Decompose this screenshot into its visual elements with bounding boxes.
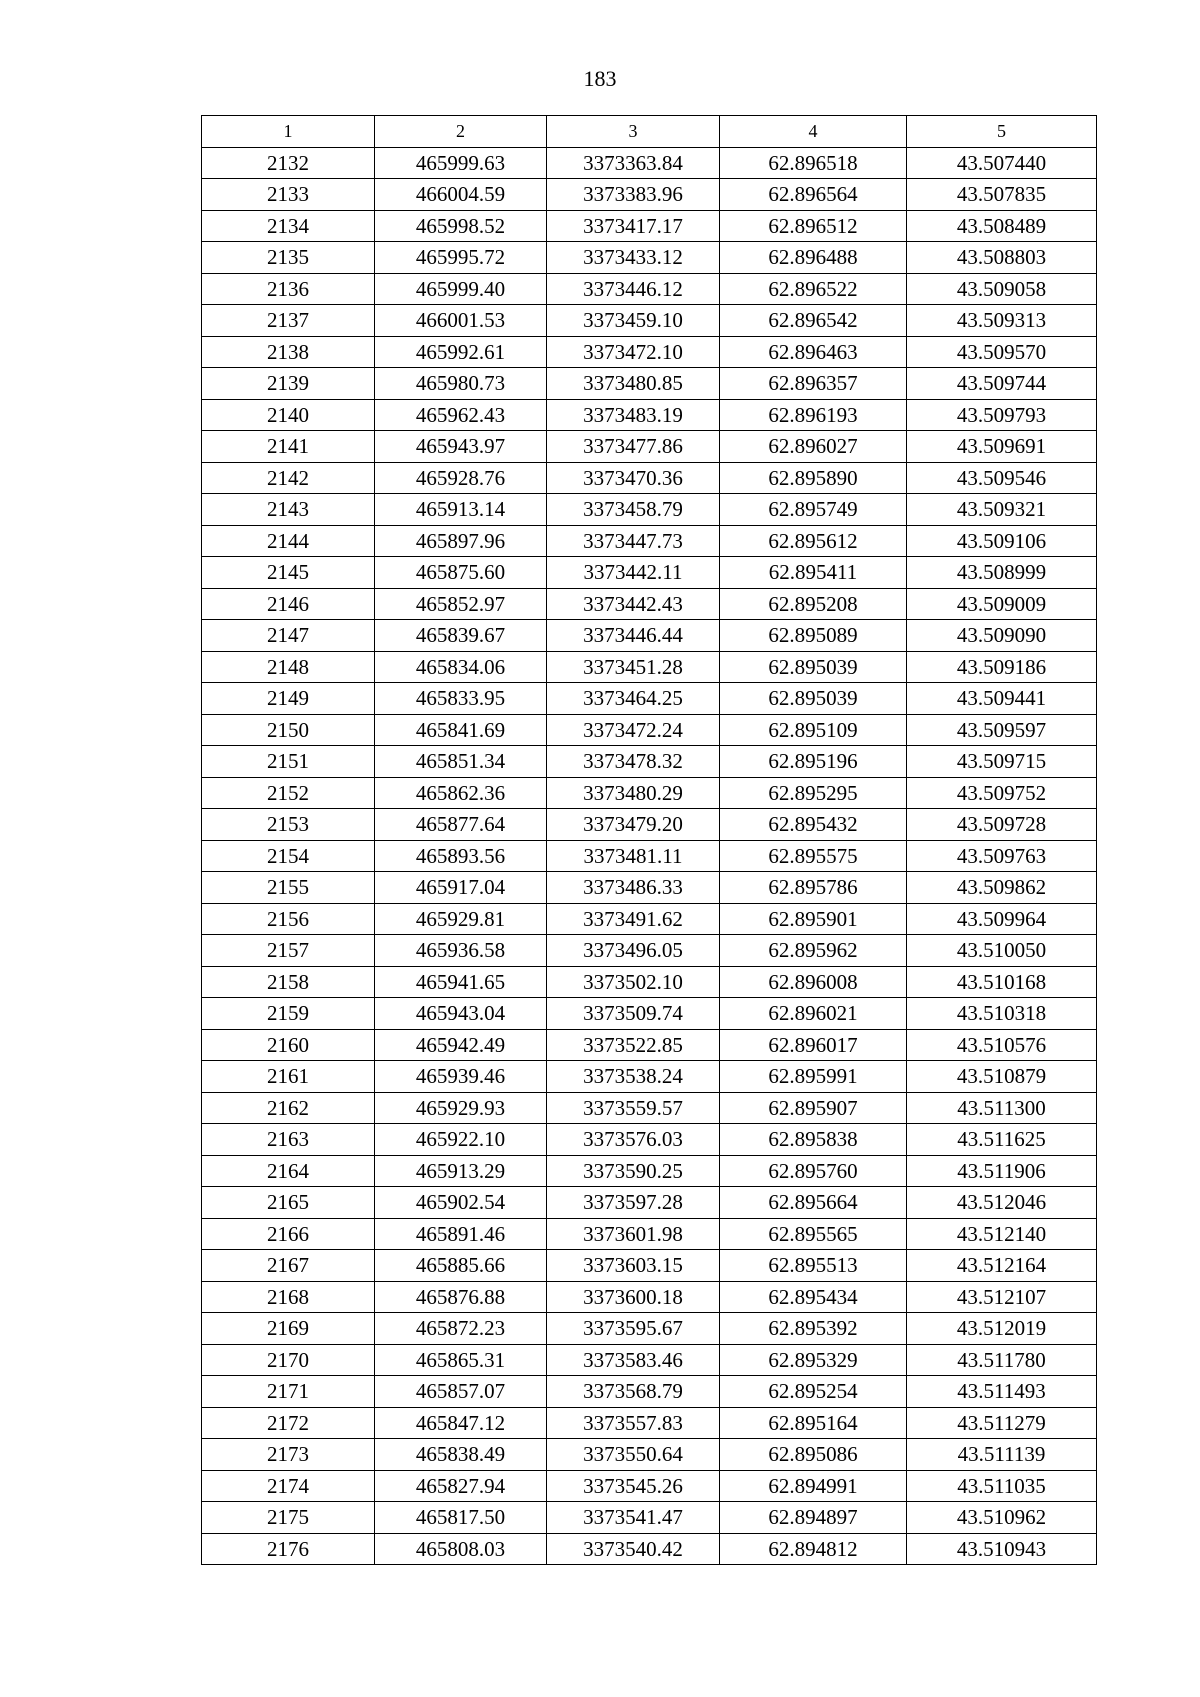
table-cell: 3373480.29 — [547, 777, 720, 809]
table-cell: 62.895991 — [720, 1061, 907, 1093]
table-cell: 2151 — [202, 746, 375, 778]
table-cell: 3373383.96 — [547, 179, 720, 211]
table-cell: 3373538.24 — [547, 1061, 720, 1093]
column-header: 5 — [907, 116, 1097, 148]
table-cell: 62.895208 — [720, 588, 907, 620]
table-cell: 2166 — [202, 1218, 375, 1250]
table-cell: 43.509715 — [907, 746, 1097, 778]
table-cell: 43.512164 — [907, 1250, 1097, 1282]
table-cell: 2159 — [202, 998, 375, 1030]
table-cell: 62.895575 — [720, 840, 907, 872]
table-cell: 465902.54 — [375, 1187, 547, 1219]
table-row — [202, 588, 1097, 620]
table-cell: 62.895089 — [720, 620, 907, 652]
table-cell: 62.895039 — [720, 683, 907, 715]
table-cell: 43.509058 — [907, 273, 1097, 305]
table-cell: 2152 — [202, 777, 375, 809]
table-cell: 3373603.15 — [547, 1250, 720, 1282]
table-cell: 2158 — [202, 966, 375, 998]
table-cell: 465851.34 — [375, 746, 547, 778]
table-cell: 2142 — [202, 462, 375, 494]
table-cell: 43.508803 — [907, 242, 1097, 274]
table-row — [202, 273, 1097, 305]
table-cell: 43.509752 — [907, 777, 1097, 809]
table-cell: 465936.58 — [375, 935, 547, 967]
table-cell: 465962.43 — [375, 399, 547, 431]
table-cell: 62.896027 — [720, 431, 907, 463]
table-cell: 62.895196 — [720, 746, 907, 778]
coordinates-table — [201, 115, 1097, 1565]
table-cell: 3373509.74 — [547, 998, 720, 1030]
table-cell: 465865.31 — [375, 1344, 547, 1376]
table-row — [202, 494, 1097, 526]
table-cell: 465897.96 — [375, 525, 547, 557]
table-cell: 3373496.05 — [547, 935, 720, 967]
table-row — [202, 1376, 1097, 1408]
table-cell: 43.510879 — [907, 1061, 1097, 1093]
table-cell: 62.896512 — [720, 210, 907, 242]
table-cell: 43.511139 — [907, 1439, 1097, 1471]
table-cell: 3373590.25 — [547, 1155, 720, 1187]
table-cell: 3373597.28 — [547, 1187, 720, 1219]
table-cell: 62.895901 — [720, 903, 907, 935]
table-row — [202, 1407, 1097, 1439]
table-cell: 3373363.84 — [547, 147, 720, 179]
table-cell: 62.895086 — [720, 1439, 907, 1471]
table-cell: 62.896021 — [720, 998, 907, 1030]
table-row — [202, 336, 1097, 368]
table-cell: 43.510318 — [907, 998, 1097, 1030]
table-cell: 3373480.85 — [547, 368, 720, 400]
table-cell: 43.509570 — [907, 336, 1097, 368]
table-cell: 43.509321 — [907, 494, 1097, 526]
table-cell: 62.895432 — [720, 809, 907, 841]
table-cell: 62.895890 — [720, 462, 907, 494]
table-row — [202, 998, 1097, 1030]
table-row — [202, 840, 1097, 872]
table-cell: 2135 — [202, 242, 375, 274]
table-cell: 43.512019 — [907, 1313, 1097, 1345]
table-cell: 3373446.12 — [547, 273, 720, 305]
table-cell: 43.509313 — [907, 305, 1097, 337]
table-cell: 62.895907 — [720, 1092, 907, 1124]
table-cell: 43.511279 — [907, 1407, 1097, 1439]
table-cell: 2148 — [202, 651, 375, 683]
table-row — [202, 1470, 1097, 1502]
table-cell: 62.895164 — [720, 1407, 907, 1439]
table-cell: 3373478.32 — [547, 746, 720, 778]
table-cell: 2161 — [202, 1061, 375, 1093]
table-cell: 465891.46 — [375, 1218, 547, 1250]
table-row — [202, 746, 1097, 778]
table-cell: 466001.53 — [375, 305, 547, 337]
table-cell: 43.509106 — [907, 525, 1097, 557]
table-cell: 2174 — [202, 1470, 375, 1502]
table-cell: 43.509186 — [907, 651, 1097, 683]
table-cell: 2167 — [202, 1250, 375, 1282]
table-cell: 3373481.11 — [547, 840, 720, 872]
table-cell: 465834.06 — [375, 651, 547, 683]
table-cell: 2168 — [202, 1281, 375, 1313]
table-cell: 3373464.25 — [547, 683, 720, 715]
table-cell: 43.509546 — [907, 462, 1097, 494]
table-cell: 62.894897 — [720, 1502, 907, 1534]
table-cell: 465893.56 — [375, 840, 547, 872]
table-cell: 465929.93 — [375, 1092, 547, 1124]
table-cell: 3373447.73 — [547, 525, 720, 557]
table-cell: 465943.04 — [375, 998, 547, 1030]
table-row — [202, 1313, 1097, 1345]
table-row — [202, 777, 1097, 809]
table-cell: 465922.10 — [375, 1124, 547, 1156]
table-cell: 2155 — [202, 872, 375, 904]
table-row — [202, 651, 1097, 683]
table-cell: 2137 — [202, 305, 375, 337]
table-row — [202, 557, 1097, 589]
table-cell: 62.895329 — [720, 1344, 907, 1376]
table-cell: 3373458.79 — [547, 494, 720, 526]
table-row — [202, 1533, 1097, 1565]
table-cell: 43.509090 — [907, 620, 1097, 652]
table-cell: 465941.65 — [375, 966, 547, 998]
table-row — [202, 714, 1097, 746]
table-cell: 62.895838 — [720, 1124, 907, 1156]
table-cell: 2157 — [202, 935, 375, 967]
table-row — [202, 210, 1097, 242]
table-cell: 465876.88 — [375, 1281, 547, 1313]
table-cell: 3373550.64 — [547, 1439, 720, 1471]
table-cell: 43.509597 — [907, 714, 1097, 746]
table-cell: 62.895295 — [720, 777, 907, 809]
table-cell: 3373545.26 — [547, 1470, 720, 1502]
table-row — [202, 1092, 1097, 1124]
table-cell: 3373433.12 — [547, 242, 720, 274]
table-cell: 62.895786 — [720, 872, 907, 904]
table-cell: 465827.94 — [375, 1470, 547, 1502]
table-cell: 2133 — [202, 179, 375, 211]
table-cell: 2169 — [202, 1313, 375, 1345]
table-cell: 43.509009 — [907, 588, 1097, 620]
table-cell: 62.896008 — [720, 966, 907, 998]
table-cell: 2138 — [202, 336, 375, 368]
table-cell: 3373568.79 — [547, 1376, 720, 1408]
table-cell: 2153 — [202, 809, 375, 841]
table-cell: 62.895039 — [720, 651, 907, 683]
table-cell: 3373502.10 — [547, 966, 720, 998]
table-cell: 465992.61 — [375, 336, 547, 368]
table-row — [202, 620, 1097, 652]
table-cell: 465939.46 — [375, 1061, 547, 1093]
table-cell: 3373472.24 — [547, 714, 720, 746]
table-row — [202, 431, 1097, 463]
table-row — [202, 1061, 1097, 1093]
table-cell: 62.896463 — [720, 336, 907, 368]
table-row — [202, 1155, 1097, 1187]
table-cell: 62.896488 — [720, 242, 907, 274]
table-cell: 2162 — [202, 1092, 375, 1124]
table-row — [202, 1124, 1097, 1156]
table-cell: 3373601.98 — [547, 1218, 720, 1250]
table-cell: 2145 — [202, 557, 375, 589]
table-cell: 43.509793 — [907, 399, 1097, 431]
table-cell: 465875.60 — [375, 557, 547, 589]
table-cell: 2165 — [202, 1187, 375, 1219]
table-cell: 3373522.85 — [547, 1029, 720, 1061]
table-cell: 2172 — [202, 1407, 375, 1439]
table-cell: 62.895749 — [720, 494, 907, 526]
column-header: 3 — [547, 116, 720, 148]
table-cell: 43.507440 — [907, 147, 1097, 179]
table-cell: 62.895109 — [720, 714, 907, 746]
table-cell: 465980.73 — [375, 368, 547, 400]
header-row — [202, 116, 1097, 148]
table-cell: 3373451.28 — [547, 651, 720, 683]
table-cell: 3373483.19 — [547, 399, 720, 431]
table-cell: 62.896542 — [720, 305, 907, 337]
table-row — [202, 903, 1097, 935]
table-cell: 43.510962 — [907, 1502, 1097, 1534]
table-cell: 43.510168 — [907, 966, 1097, 998]
table-cell: 62.896518 — [720, 147, 907, 179]
table-cell: 43.511035 — [907, 1470, 1097, 1502]
table-cell: 62.895962 — [720, 935, 907, 967]
table-cell: 62.896357 — [720, 368, 907, 400]
table-cell: 43.511625 — [907, 1124, 1097, 1156]
table-cell: 465839.67 — [375, 620, 547, 652]
table-cell: 3373557.83 — [547, 1407, 720, 1439]
table-cell: 2164 — [202, 1155, 375, 1187]
table-cell: 3373470.36 — [547, 462, 720, 494]
table-row — [202, 1344, 1097, 1376]
table-header — [202, 116, 1097, 148]
table-cell: 465877.64 — [375, 809, 547, 841]
table-cell: 465841.69 — [375, 714, 547, 746]
table-cell: 465998.52 — [375, 210, 547, 242]
table-cell: 62.895411 — [720, 557, 907, 589]
table-row — [202, 462, 1097, 494]
table-cell: 43.511780 — [907, 1344, 1097, 1376]
table-cell: 465808.03 — [375, 1533, 547, 1565]
table-cell: 62.895513 — [720, 1250, 907, 1282]
table-body — [202, 147, 1097, 1565]
table-cell: 3373477.86 — [547, 431, 720, 463]
table-cell: 43.509862 — [907, 872, 1097, 904]
table-cell: 2139 — [202, 368, 375, 400]
table-cell: 62.896564 — [720, 179, 907, 211]
table-cell: 62.896193 — [720, 399, 907, 431]
table-cell: 43.510576 — [907, 1029, 1097, 1061]
table-cell: 43.509763 — [907, 840, 1097, 872]
table-cell: 43.509744 — [907, 368, 1097, 400]
table-cell: 3373446.44 — [547, 620, 720, 652]
page-number: 183 — [583, 66, 617, 91]
table-cell: 62.895664 — [720, 1187, 907, 1219]
table-cell: 62.896522 — [720, 273, 907, 305]
table-cell: 43.510050 — [907, 935, 1097, 967]
table-cell: 2141 — [202, 431, 375, 463]
table-cell: 62.895565 — [720, 1218, 907, 1250]
table-row — [202, 305, 1097, 337]
table-cell: 3373442.43 — [547, 588, 720, 620]
table-row — [202, 1218, 1097, 1250]
table-cell: 465999.63 — [375, 147, 547, 179]
table-cell: 3373540.42 — [547, 1533, 720, 1565]
table-cell: 465862.36 — [375, 777, 547, 809]
table-cell: 465999.40 — [375, 273, 547, 305]
table-cell: 62.896017 — [720, 1029, 907, 1061]
table-cell: 62.894812 — [720, 1533, 907, 1565]
table-cell: 2156 — [202, 903, 375, 935]
table-cell: 465913.29 — [375, 1155, 547, 1187]
column-header: 2 — [375, 116, 547, 148]
table-cell: 3373459.10 — [547, 305, 720, 337]
table-cell: 43.509964 — [907, 903, 1097, 935]
table-cell: 2175 — [202, 1502, 375, 1534]
table-cell: 62.895760 — [720, 1155, 907, 1187]
table-cell: 2163 — [202, 1124, 375, 1156]
table-row — [202, 179, 1097, 211]
table-cell: 3373479.20 — [547, 809, 720, 841]
table-cell: 2144 — [202, 525, 375, 557]
table-cell: 465885.66 — [375, 1250, 547, 1282]
table-cell: 43.510943 — [907, 1533, 1097, 1565]
table-cell: 3373472.10 — [547, 336, 720, 368]
table-cell: 2146 — [202, 588, 375, 620]
table-cell: 3373541.47 — [547, 1502, 720, 1534]
table-row — [202, 1250, 1097, 1282]
table-cell: 43.511906 — [907, 1155, 1097, 1187]
table-row — [202, 1502, 1097, 1534]
table-cell: 465817.50 — [375, 1502, 547, 1534]
table-row — [202, 399, 1097, 431]
table-cell: 3373559.57 — [547, 1092, 720, 1124]
table-cell: 465857.07 — [375, 1376, 547, 1408]
table-cell: 43.507835 — [907, 179, 1097, 211]
table-cell: 2176 — [202, 1533, 375, 1565]
table-cell: 43.511493 — [907, 1376, 1097, 1408]
table-cell: 2132 — [202, 147, 375, 179]
table-row — [202, 1029, 1097, 1061]
table-cell: 465852.97 — [375, 588, 547, 620]
table-cell: 465838.49 — [375, 1439, 547, 1471]
table-row — [202, 368, 1097, 400]
table-cell: 43.512046 — [907, 1187, 1097, 1219]
table-cell: 3373417.17 — [547, 210, 720, 242]
table-cell: 2150 — [202, 714, 375, 746]
table-cell: 62.895612 — [720, 525, 907, 557]
table-cell: 2154 — [202, 840, 375, 872]
table-cell: 43.511300 — [907, 1092, 1097, 1124]
table-row — [202, 1187, 1097, 1219]
table-cell: 3373583.46 — [547, 1344, 720, 1376]
table-row — [202, 525, 1097, 557]
table-cell: 2149 — [202, 683, 375, 715]
table-cell: 43.509691 — [907, 431, 1097, 463]
table-cell: 465942.49 — [375, 1029, 547, 1061]
table-cell: 465872.23 — [375, 1313, 547, 1345]
column-header: 4 — [720, 116, 907, 148]
table-cell: 43.509441 — [907, 683, 1097, 715]
table-row — [202, 966, 1097, 998]
table-cell: 62.895392 — [720, 1313, 907, 1345]
table-cell: 2147 — [202, 620, 375, 652]
table-cell: 3373491.62 — [547, 903, 720, 935]
table-cell: 43.512107 — [907, 1281, 1097, 1313]
table-cell: 43.508999 — [907, 557, 1097, 589]
table-cell: 465847.12 — [375, 1407, 547, 1439]
table-cell: 62.895434 — [720, 1281, 907, 1313]
table-cell: 3373442.11 — [547, 557, 720, 589]
table-row — [202, 1281, 1097, 1313]
table-row — [202, 242, 1097, 274]
table-cell: 2173 — [202, 1439, 375, 1471]
table-cell: 3373486.33 — [547, 872, 720, 904]
table-cell: 466004.59 — [375, 179, 547, 211]
table-cell: 43.512140 — [907, 1218, 1097, 1250]
table-row — [202, 683, 1097, 715]
table-row — [202, 872, 1097, 904]
table-cell: 465929.81 — [375, 903, 547, 935]
table-cell: 465943.97 — [375, 431, 547, 463]
table-cell: 2136 — [202, 273, 375, 305]
table-cell: 2140 — [202, 399, 375, 431]
table-cell: 62.895254 — [720, 1376, 907, 1408]
column-header: 1 — [202, 116, 375, 148]
table-cell: 3373595.67 — [547, 1313, 720, 1345]
table-cell: 43.509728 — [907, 809, 1097, 841]
table-cell: 2171 — [202, 1376, 375, 1408]
table-cell: 2134 — [202, 210, 375, 242]
table-cell: 465928.76 — [375, 462, 547, 494]
table-cell: 3373600.18 — [547, 1281, 720, 1313]
table-cell: 3373576.03 — [547, 1124, 720, 1156]
table-row — [202, 1439, 1097, 1471]
table-cell: 465913.14 — [375, 494, 547, 526]
table-row — [202, 935, 1097, 967]
table-cell: 465833.95 — [375, 683, 547, 715]
table-cell: 2160 — [202, 1029, 375, 1061]
table-cell: 2143 — [202, 494, 375, 526]
table-row — [202, 147, 1097, 179]
table-cell: 2170 — [202, 1344, 375, 1376]
table-cell: 43.508489 — [907, 210, 1097, 242]
table-cell: 62.894991 — [720, 1470, 907, 1502]
table-cell: 465995.72 — [375, 242, 547, 274]
table-row — [202, 809, 1097, 841]
table-cell: 465917.04 — [375, 872, 547, 904]
